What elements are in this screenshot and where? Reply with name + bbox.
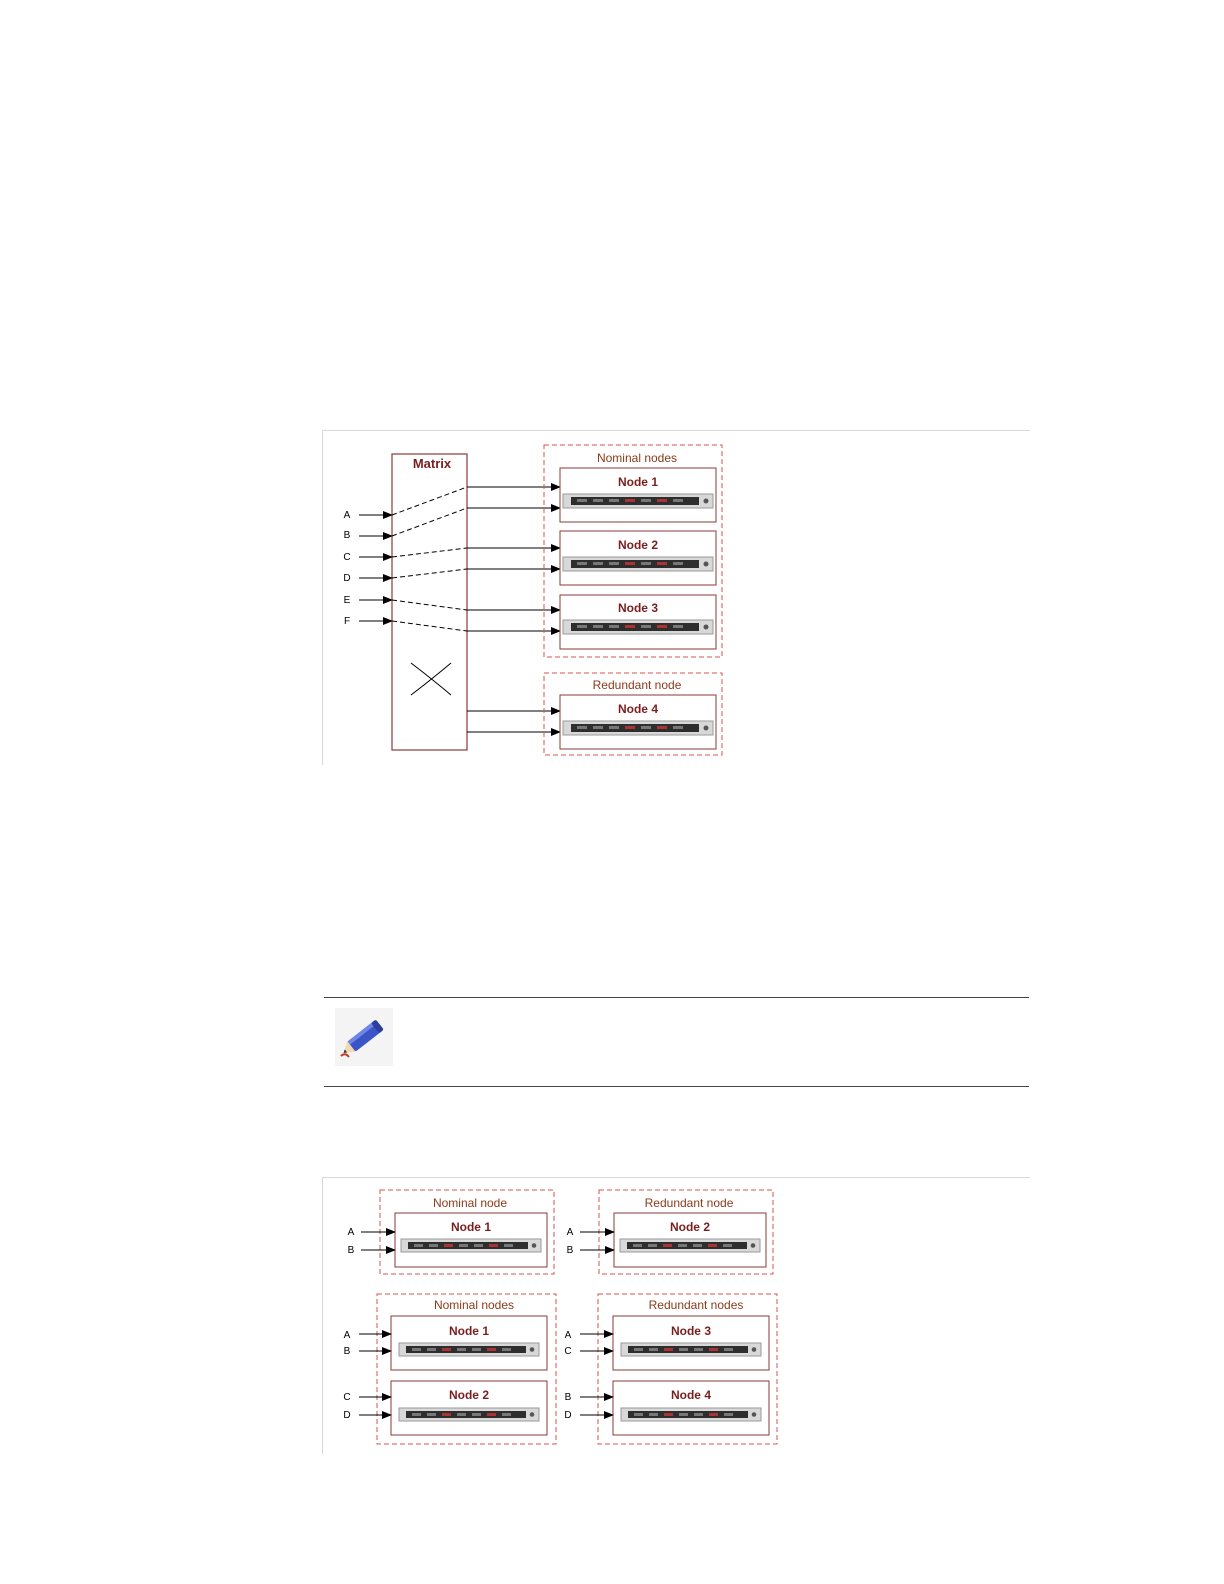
node-2-server-image [563, 557, 713, 571]
top-left-node-title: Node 1 [450, 1220, 492, 1234]
input-label-f: F [343, 616, 351, 627]
input-label-e: E [343, 595, 351, 606]
bottom-right-input-4: D [564, 1410, 572, 1421]
pencil-icon [335, 1008, 393, 1066]
top-right-server-image [620, 1239, 760, 1252]
node-1-title: Node 1 [617, 475, 659, 489]
bottom-left-node-2-server-image [399, 1408, 539, 1421]
redundant-node-label: Redundant node [592, 678, 682, 692]
bottom-right-input-1: A [564, 1330, 572, 1341]
node-3-title: Node 3 [617, 601, 659, 615]
bottom-right-node-3-server-image [621, 1343, 761, 1356]
top-left-group-label: Nominal node [432, 1196, 508, 1210]
redundancy-configs-diagram [323, 1178, 1030, 1454]
bottom-right-input-2: C [564, 1346, 572, 1357]
node-4-server-image [563, 721, 713, 735]
note-top-rule [324, 997, 1029, 998]
bottom-right-group-label: Redundant nodes [648, 1298, 744, 1312]
top-right-node-title: Node 2 [669, 1220, 711, 1234]
input-label-b: B [343, 530, 351, 541]
bottom-left-node-1-title: Node 1 [448, 1324, 490, 1338]
input-arrows [359, 515, 392, 621]
bottom-right-node-4-title: Node 4 [670, 1388, 712, 1402]
input-label-c: C [343, 552, 351, 563]
bottom-right-node-4-server-image [621, 1408, 761, 1421]
bottom-left-node-2-title: Node 2 [448, 1388, 490, 1402]
top-right-input-b: B [566, 1245, 574, 1256]
figure-node-redundancy-configs [322, 1177, 1030, 1454]
bottom-left-node-1-server-image [399, 1343, 539, 1356]
output-arrows [467, 487, 560, 732]
bottom-right-node-3-title: Node 3 [670, 1324, 712, 1338]
bottom-right-input-3: B [564, 1392, 572, 1403]
node-3-server-image [563, 620, 713, 634]
matrix-diagram [323, 431, 1030, 765]
bottom-left-input-b: B [343, 1346, 351, 1357]
bottom-left-input-c: C [343, 1392, 351, 1403]
input-label-d: D [343, 573, 351, 584]
bottom-left-input-a: A [343, 1330, 351, 1341]
top-left-input-a: A [347, 1227, 355, 1238]
note-bottom-rule [324, 1086, 1029, 1087]
top-right-input-a: A [566, 1227, 574, 1238]
top-left-server-image [401, 1239, 541, 1252]
input-label-a: A [343, 510, 351, 521]
nominal-nodes-label: Nominal nodes [596, 451, 678, 465]
node-1-server-image [563, 494, 713, 508]
figure-matrix-redundancy [322, 430, 1030, 765]
bottom-left-input-d: D [343, 1410, 351, 1421]
top-left-input-b: B [347, 1245, 355, 1256]
top-right-group-label: Redundant node [644, 1196, 734, 1210]
node-2-title: Node 2 [617, 538, 659, 552]
node-4-title: Node 4 [617, 702, 659, 716]
bottom-left-group-label: Nominal nodes [433, 1298, 515, 1312]
matrix-label: Matrix [412, 456, 452, 471]
